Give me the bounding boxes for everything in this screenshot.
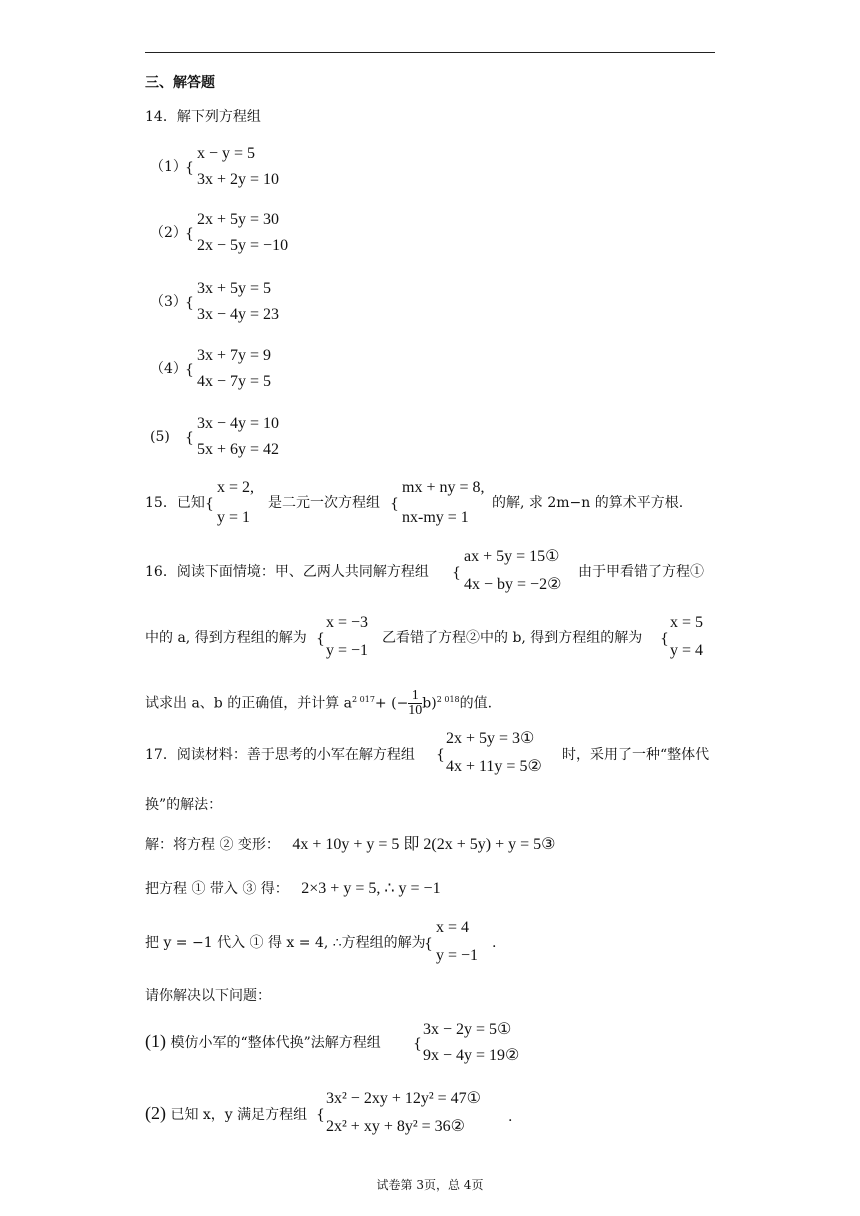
brace-icon: { xyxy=(424,936,433,952)
q16-line2-prefix: 中的 a, 得到方程组的解为 xyxy=(145,630,307,646)
equation: y = −1 xyxy=(436,947,479,964)
equation: x = 5 xyxy=(670,614,704,631)
equation: nx-my = 1 xyxy=(402,509,469,526)
page-footer: 试卷第 3页，总 4页 xyxy=(376,1178,484,1192)
equation: 4x − 7y = 5 xyxy=(197,373,272,390)
q17-step3-end: . xyxy=(492,935,497,951)
q16-line3-suffix: 的值. xyxy=(459,695,493,712)
equation: 3x + 7y = 9 xyxy=(197,347,272,364)
equation: y = 4 xyxy=(670,642,704,659)
brace-icon: { xyxy=(452,565,461,581)
equation: 9x − 4y = 19② xyxy=(423,1047,520,1064)
part-label: (1) xyxy=(145,1031,166,1051)
q16-line3-mid: + (− xyxy=(374,695,409,712)
equation: x = −3 xyxy=(326,614,369,631)
equation: 3x + 2y = 10 xyxy=(197,171,280,188)
q17-step3-text: 把 y = −1 代入 ① 得 x = 4, ∴方程组的解为 xyxy=(145,935,426,951)
equation: mx + ny = 8, xyxy=(402,479,485,496)
brace-icon: { xyxy=(413,1036,422,1052)
q17-part1 xyxy=(145,1032,381,1052)
equation: 4x − by = −2② xyxy=(464,576,562,593)
q17-line1-suffix: 时，采用了一种“整体代 xyxy=(562,747,710,763)
equation: x = 4 xyxy=(436,919,470,936)
equation: ax + 5y = 15① xyxy=(464,548,560,565)
header-rule xyxy=(145,52,715,53)
equation: x − y = 5 xyxy=(197,145,256,162)
brace-icon: { xyxy=(390,496,399,512)
equation: 3x − 4y = 23 xyxy=(197,306,280,323)
q16-line3-b: b) xyxy=(422,695,437,712)
equation: 4x + 11y = 5② xyxy=(446,758,542,775)
q15-suffix: 的解, 求 2m−n 的算术平方根. xyxy=(492,495,684,511)
q17-part2-end: . xyxy=(508,1109,513,1125)
brace-icon: { xyxy=(316,1107,325,1123)
part-text: 模仿小军的“整体代换”法解方程组 xyxy=(170,1035,381,1051)
q17-task: 请你解决以下问题： xyxy=(145,988,271,1004)
equation: 3x − 4y = 10 xyxy=(197,415,280,432)
q16-line1-suffix: 由于甲看错了方程① xyxy=(578,564,704,580)
part-text: 已知 x，y 满足方程组 xyxy=(170,1107,308,1123)
equation: 5x + 6y = 42 xyxy=(197,441,280,458)
q14-stem: 14．解下列方程组 xyxy=(145,109,261,125)
brace-icon: { xyxy=(205,496,214,512)
brace-icon: { xyxy=(660,631,669,647)
equation: 3x + 5y = 5 xyxy=(197,280,272,297)
q14-item-label: （4） xyxy=(150,361,187,377)
fraction xyxy=(408,689,422,718)
equation: 3x² − 2xy + 12y² = 47① xyxy=(326,1090,482,1107)
brace-icon: { xyxy=(185,160,194,176)
brace-icon: { xyxy=(185,430,194,446)
q14-item-label: (5) xyxy=(150,429,170,445)
step-text: 解：将方程 ② 变形： xyxy=(145,837,280,853)
equation: 2x² + xy + 8y² = 36② xyxy=(326,1118,466,1135)
equation: 3x − 2y = 5① xyxy=(423,1021,512,1038)
section-title: 三、解答题 xyxy=(145,75,215,91)
step-text: 把方程 ① 带入 ③ 得： xyxy=(145,881,289,897)
equation: 2x + 5y = 3① xyxy=(446,730,535,747)
q16-line2-middle: 乙看错了方程②中的 b, 得到方程组的解为 xyxy=(382,630,643,646)
step-math: 2×3 + y = 5, ∴ y = −1 xyxy=(301,880,441,897)
fraction-numerator: 1 xyxy=(408,689,422,704)
equation: x = 2, xyxy=(217,479,255,496)
step-math: 4x + 10y + y = 5 即 2(2x + 5y) + y = 5③ xyxy=(292,836,556,853)
q16-line3-prefix: 试求出 a、b 的正确值，并计算 a xyxy=(145,695,353,712)
q17-line2: 换”的解法： xyxy=(145,797,223,813)
brace-icon: { xyxy=(185,295,194,311)
q17-part2 xyxy=(145,1104,307,1124)
q14-item-label: （3） xyxy=(150,294,187,310)
exponent: 2 017 xyxy=(352,694,375,704)
q16-line3 xyxy=(145,689,492,718)
q14-item-label: （1） xyxy=(150,159,187,175)
equation: 2x − 5y = −10 xyxy=(197,237,289,254)
q16-line1-prefix: 16．阅读下面情境：甲、乙两人共同解方程组 xyxy=(145,564,429,580)
q17-line1-prefix: 17．阅读材料：善于思考的小军在解方程组 xyxy=(145,747,415,763)
brace-icon: { xyxy=(436,747,445,763)
q17-step1 xyxy=(145,836,556,854)
equation: y = 1 xyxy=(217,509,251,526)
q17-step2 xyxy=(145,880,441,898)
brace-icon: { xyxy=(316,631,325,647)
q15-prefix: 15．已知 xyxy=(145,495,205,511)
q15-middle: 是二元一次方程组 xyxy=(268,495,380,511)
part-label: (2) xyxy=(145,1103,166,1123)
q14-item-label: （2） xyxy=(150,225,187,241)
brace-icon: { xyxy=(185,226,194,242)
exponent: 2 018 xyxy=(436,694,460,704)
equation: 2x + 5y = 30 xyxy=(197,211,280,228)
brace-icon: { xyxy=(185,362,194,378)
fraction-denominator: 10 xyxy=(408,703,423,718)
equation: y = −1 xyxy=(326,642,369,659)
